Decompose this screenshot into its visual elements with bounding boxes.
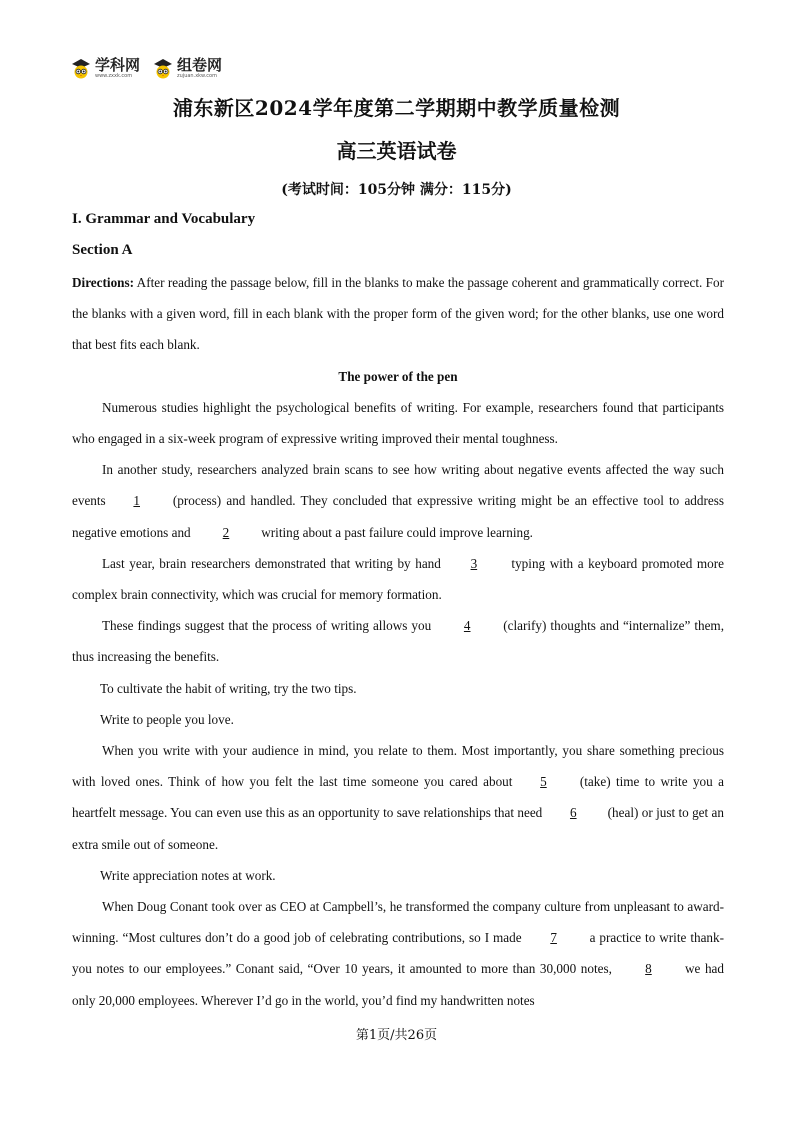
text-segment: These findings suggest that the process of writing allows you: [102, 618, 436, 634]
paragraph-2: [72, 454, 724, 548]
blank-4[interactable]: 4: [463, 618, 471, 634]
logo-zujuan: [152, 57, 222, 79]
tip-heading-2: Write appreciation notes at work.: [100, 867, 276, 883]
paragraph-4: [72, 610, 724, 672]
blank-2[interactable]: 2: [222, 524, 230, 540]
blank-8[interactable]: 8: [645, 961, 652, 977]
blank-7[interactable]: 7: [550, 930, 557, 946]
logo-name: 学科网: [95, 55, 141, 74]
exam-subtitle: 高三英语试卷: [336, 139, 457, 163]
directions: [72, 267, 724, 361]
text-segment: writing about a past failure could improve learning.: [257, 524, 533, 540]
directions-label: Directions:: [72, 275, 135, 290]
header-logos: [70, 57, 222, 79]
text-segment: (heal) or just to get an extra smile out of someone.: [72, 805, 724, 852]
directions-text: After reading the passage below, fill in the blanks to make the passage coherent and grammatically correct. For the blanks with a given word, fill in each blank with the proper form of the given word; for the other blanks, use one word that best fits each blank.: [72, 275, 724, 353]
tip-heading-1: Write to people you love.: [100, 711, 234, 727]
logo-name: 组卷网: [177, 55, 223, 74]
text-segment: typing with a keyboard promoted more complex brain connectivity, which was crucial for memory formation.: [72, 555, 724, 603]
paragraph-5: To cultivate the habit of writing, try the two tips.: [100, 680, 357, 696]
paragraph-7: [72, 735, 724, 860]
blank-1[interactable]: 1: [133, 493, 140, 509]
paragraph-3: [72, 548, 724, 610]
passage-title: The power of the pen: [338, 368, 458, 384]
owl-logo-icon: [70, 57, 92, 79]
text-segment: (take) time to write you a heartfelt message. You can even use this as an opportunity to save relationships that need: [72, 774, 724, 821]
blank-6[interactable]: 6: [569, 805, 577, 821]
paragraph-9: [72, 891, 724, 1016]
text-segment: In another study, researchers analyzed brain scans to see how writing about negative events affected the way such events: [72, 462, 724, 509]
blank-5[interactable]: 5: [540, 774, 547, 790]
text-segment: we had only 20,000 employees. Wherever I’d go in the world, you’d find my handwritten notes: [72, 961, 724, 1008]
exam-title: 浦东新区2024学年度第二学期期中教学质量检测: [172, 96, 621, 120]
part-heading: I. Grammar and Vocabulary: [72, 211, 256, 227]
logo-zxxk: [70, 57, 140, 79]
blank-3[interactable]: 3: [470, 555, 478, 571]
text-segment: (clarify) thoughts and “internalize” them, thus increasing the benefits.: [72, 618, 724, 665]
text-segment: Last year, brain researchers demonstrated that writing by hand: [102, 555, 441, 571]
owl-logo-icon: [152, 57, 174, 79]
paragraph-1: Numerous studies highlight the psychological benefits of writing. For example, researchers found that participants who engaged in a six-week program of expressive writing improved their mental toughness.: [72, 399, 724, 447]
page-number: 第1页/共26页: [355, 1028, 438, 1043]
section-heading: Section A: [72, 242, 133, 258]
logo-url: www.zxxk.com: [95, 72, 133, 79]
text-segment: When Doug Conant took over as CEO at Campbell’s, he transformed the company culture from unpleasant to award-winning. “Most cultures don’t do a good job of celebrating contributions, so I made: [72, 899, 724, 946]
text-segment: a practice to write thank-you notes to our employees.” Conant said, “Over 10 years, it amounted to more than 30,000 notes,: [72, 930, 725, 977]
text-segment: When you write with your audience in mind, you relate to them. Most importantly, you share something precious with loved ones. Think of how you felt the last time someone you cared about: [72, 743, 724, 790]
logo-url: zujuan.xkw.com: [177, 72, 217, 79]
text-segment: (process) and handled. They concluded that expressive writing might be an effective tool to address negative emotions and: [72, 493, 724, 540]
passage-body: [72, 267, 724, 1016]
exam-info: (考试时间：105分钟 满分：115分): [281, 182, 512, 198]
